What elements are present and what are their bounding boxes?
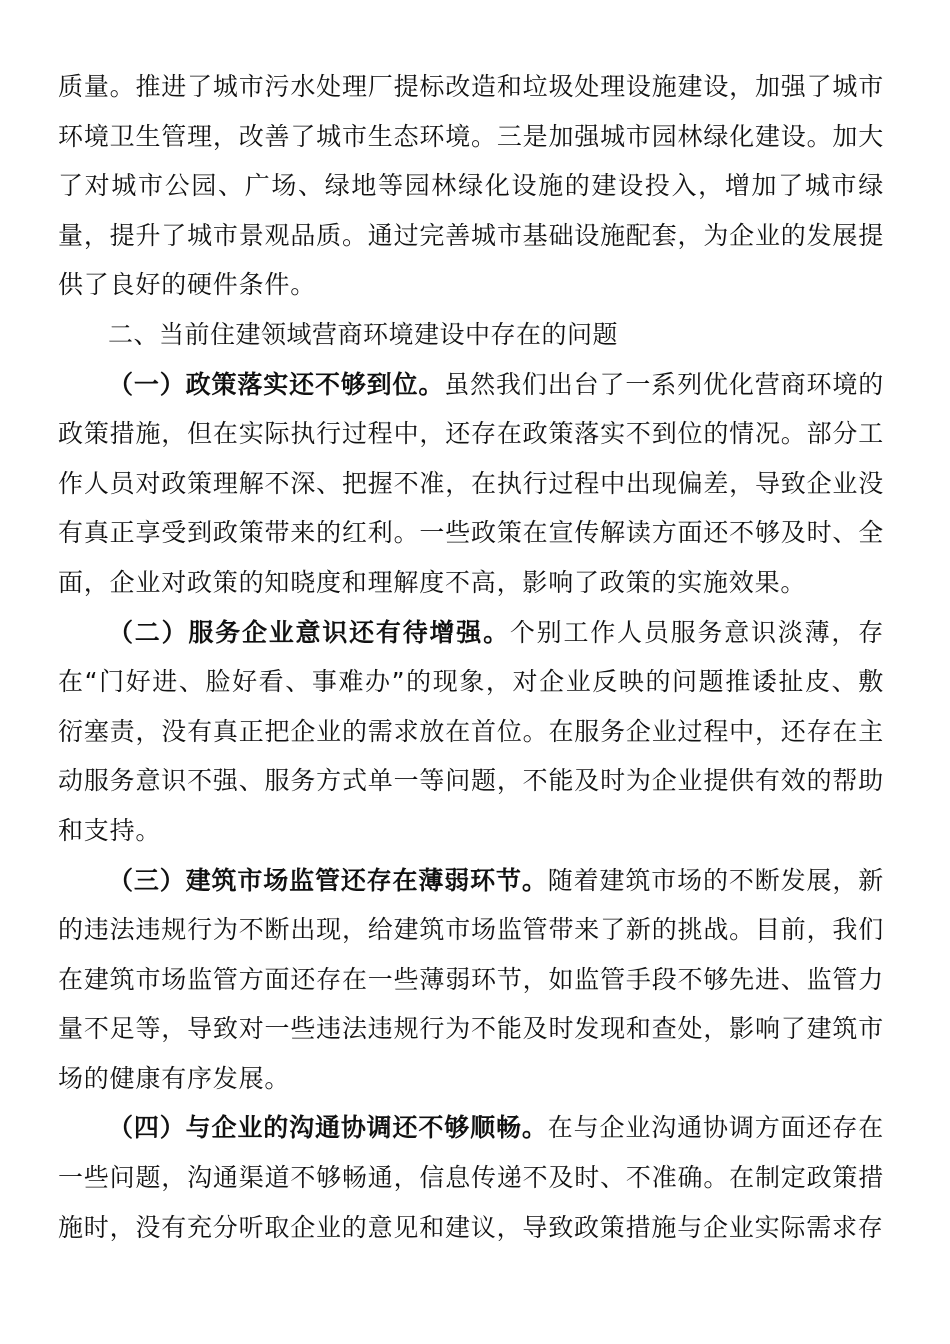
issue-2-title: （二）服务企业意识还有待增强。 (108, 617, 510, 647)
issue-3-title: （三）建筑市场监管还存在薄弱环节。 (108, 865, 548, 895)
issue-3-body: 随着建筑市场的不断发展，新的违法违规行为不断出现，给建筑市场监管带来了新的挑战。目前，我们在建筑市场监管方面还存在一些薄弱环节，如监管手段不够先进、监管力量不足等，导致对一些违法违规行为不能及时发现和查处，影响了建筑市场的健康有序发展。 (58, 865, 884, 1093)
paragraph-issue-2 (58, 608, 884, 856)
paragraph-issue-4 (58, 1103, 884, 1252)
document-page (58, 62, 884, 1252)
paragraph-issue-3 (58, 856, 884, 1104)
issue-4-title: （四）与企业的沟通协调还不够顺畅。 (108, 1113, 548, 1143)
section-heading (58, 310, 884, 360)
section-heading-text: 二、当前住建领域营商环境建设中存在的问题 (108, 319, 619, 349)
issue-1-title: （一）政策落实还不够到位。 (108, 369, 445, 399)
issue-1-body: 虽然我们出台了一系列优化营商环境的政策措施，但在实际执行过程中，还存在政策落实不到位的情况。部分工作人员对政策理解不深、把握不准，在执行过程中出现偏差，导致企业没有真正享受到政策带来的红利。一些政策在宣传解读方面还不够及时、全面，企业对政策的知晓度和理解度不高，影响了政策的实施效果。 (58, 369, 884, 597)
paragraph-issue-1 (58, 360, 884, 608)
paragraph-continuation (58, 62, 884, 310)
issue-4-body: 在与企业沟通协调方面还存在一些问题，沟通渠道不够畅通，信息传递不及时、不准确。在制定政策措施时，没有充分听取企业的意见和建议，导致政策措施与企业实际需求存 (58, 1113, 884, 1242)
issue-2-body: 个别工作人员服务意识淡薄，存在“门好进、脸好看、事难办”的现象，对企业反映的问题推诿扯皮、敷衍塞责，没有真正把企业的需求放在首位。在服务企业过程中，还存在主动服务意识不强、服务方式单一等问题，不能及时为企业提供有效的帮助和支持。 (58, 617, 884, 845)
paragraph-text: 质量。推进了城市污水处理厂提标改造和垃圾处理设施建设，加强了城市环境卫生管理，改善了城市生态环境。三是加强城市园林绿化建设。加大了对城市公园、广场、绿地等园林绿化设施的建设投入，增加了城市绿量，提升了城市景观品质。通过完善城市基础设施配套，为企业的发展提供了良好的硬件条件。 (58, 72, 884, 300)
